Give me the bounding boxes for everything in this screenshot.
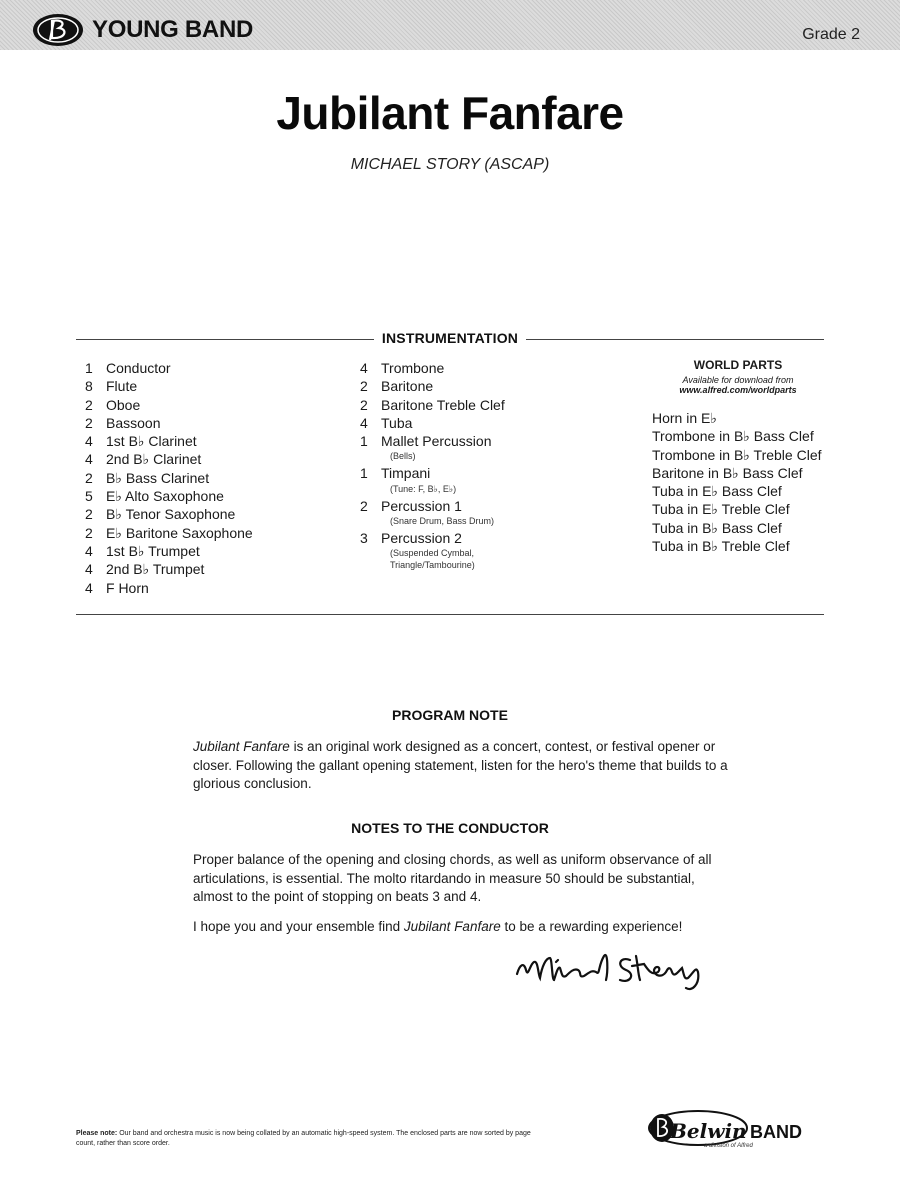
instrument-row: 1 Mallet Percussion (Bells) [360, 432, 505, 462]
instrument-list-column-1 [85, 359, 253, 597]
collation-footnote: Please note: Our band and orchestra music is now being collated by an automatic high-speed system. The enclosed parts are now sorted by page count, rather than score order. [76, 1130, 531, 1147]
composer-signature [512, 944, 712, 996]
world-part-item: Tuba in E♭ Bass Clef [652, 483, 782, 500]
publisher-name: BAND [750, 1122, 802, 1142]
instrument-row: 2 B♭ Tenor Saxophone [85, 506, 236, 523]
program-note-title-ref: Jubilant Fanfare [193, 739, 290, 754]
series-name: YOUNG BAND [92, 16, 254, 43]
instrument-row: 4 1st B♭ Clarinet [85, 433, 197, 450]
publisher-script-name: Belwin [670, 1119, 747, 1143]
instrument-list-column-2 [360, 359, 505, 571]
instrumentation-heading: INSTRUMENTATION [374, 330, 526, 346]
instrument-row: 1 Timpani (Tune: F, B♭, E♭) [360, 464, 505, 494]
instrument-row: 3 Percussion 2 (Suspended Cymbal, Triangle/Tambourine) [360, 529, 505, 571]
conductor-notes-text: Proper balance of the opening and closing chords, as well as uniform observance of all articulations, is essential. The molto ritardando in measure 50 should be substantial, almost to the point of stopping on beats 3 and 4. [193, 852, 712, 904]
instrument-note: (Tune: F, B♭, E♭) [390, 483, 457, 494]
instrument-row: 2 B♭ Bass Clarinet [85, 469, 210, 486]
instrument-row: 2 Bassoon [85, 414, 161, 431]
instrument-row: 4 Tuba [360, 414, 413, 431]
instrument-row: 4 2nd B♭ Trumpet [85, 561, 205, 578]
world-part-item: Tuba in B♭ Bass Clef [652, 519, 782, 536]
grade-label: Grade 2 [802, 26, 860, 43]
composer-credit: MICHAEL STORY (ASCAP) [350, 156, 550, 173]
conductor-notes-heading: NOTES TO THE CONDUCTOR [351, 820, 549, 836]
instrument-row: 8 Flute [85, 378, 138, 395]
instrument-row: 4 Trombone [360, 360, 445, 376]
instrument-row: 5 E♭ Alto Saxophone [85, 488, 224, 505]
instrument-note: Triangle/Tambourine) [390, 560, 475, 571]
belwin-emblem-icon [32, 13, 84, 47]
instrument-row: 4 1st B♭ Trumpet [85, 542, 200, 559]
world-part-item: Horn in E♭ [652, 410, 717, 426]
publisher-tagline: a division of Alfred [704, 1143, 753, 1149]
program-note-heading: PROGRAM NOTE [392, 707, 508, 723]
world-parts-list [652, 409, 832, 555]
instrument-row: 2 Baritone Treble Clef [360, 396, 505, 413]
footnote-label: Please note: [76, 1130, 118, 1137]
instrument-row: 4 F Horn [85, 579, 149, 596]
world-part-item: Trombone in B♭ Bass Clef [652, 428, 814, 445]
world-part-item: Tuba in B♭ Treble Clef [652, 538, 790, 555]
world-parts-availability: Available for download from [682, 375, 794, 385]
instrument-note: (Bells) [390, 451, 416, 462]
closing-line: I hope you and your ensemble find Jubilant Fanfare to be a rewarding experience! [193, 919, 683, 934]
series-logo [32, 13, 253, 47]
instrument-row: 2 Percussion 1 (Snare Drum, Bass Drum) [360, 497, 505, 527]
instrumentation-bottom-rule [76, 614, 824, 615]
world-parts-url: www.alfred.com/worldparts [679, 385, 797, 395]
instrument-row: 4 2nd B♭ Clarinet [85, 451, 202, 468]
instrumentation-heading-wrap [0, 330, 900, 348]
world-part-item: Trombone in B♭ Treble Clef [652, 446, 822, 463]
publisher-logo [648, 1110, 828, 1154]
instrument-row: 2 Oboe [85, 396, 141, 413]
instrument-note: (Snare Drum, Bass Drum) [390, 516, 495, 527]
instrument-note: (Suspended Cymbal, [390, 548, 475, 559]
instrument-row: 2 Baritone [360, 378, 434, 395]
world-part-item: Baritone in B♭ Bass Clef [652, 464, 803, 481]
world-part-item: Tuba in E♭ Treble Clef [652, 501, 790, 518]
world-parts-heading: WORLD PARTS [693, 358, 783, 372]
program-note-text: Jubilant Fanfare is an original work designed as a concert, contest, or festival opener or closer. Following the gallant opening statement, listen for the hero's theme that builds to a glorious conclusion. [193, 739, 728, 791]
instrument-row: 1 Conductor [85, 360, 171, 376]
world-parts-box [652, 358, 832, 555]
header-band [0, 0, 900, 50]
instrument-row: 2 E♭ Baritone Saxophone [85, 524, 253, 541]
piece-title: Jubilant Fanfare [276, 87, 624, 139]
